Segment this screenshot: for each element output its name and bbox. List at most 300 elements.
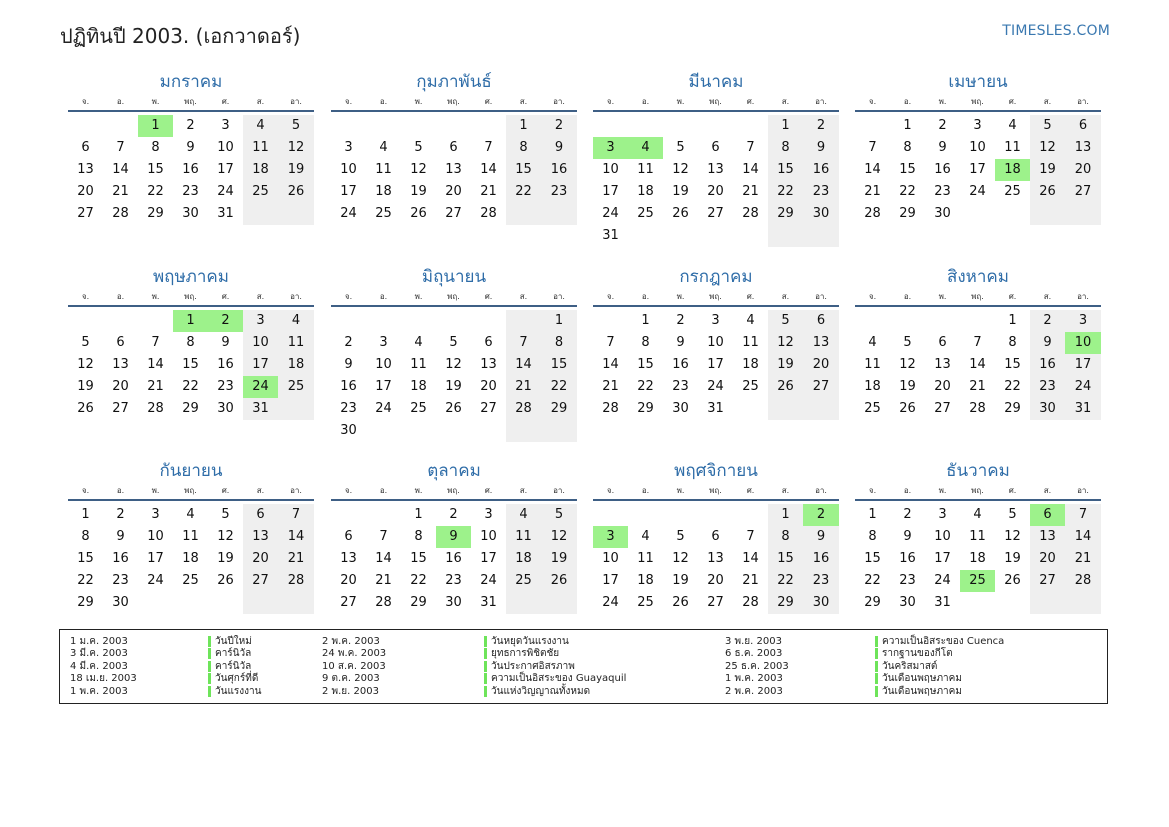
day-cell: 8 <box>1008 335 1017 350</box>
day-grid <box>855 115 1101 225</box>
holiday-day-cell: 3 <box>593 137 628 159</box>
legend-entry <box>70 673 261 685</box>
legend-entry <box>322 686 626 698</box>
day-cell: 24 <box>375 401 392 416</box>
day-cell: 12 <box>672 162 689 177</box>
day-cell: 31 <box>243 398 278 420</box>
day-cell: 15 <box>541 354 577 376</box>
day-cell: 18 <box>410 379 427 394</box>
day-cell: 18 <box>637 573 654 588</box>
day-cell: 17 <box>243 354 278 376</box>
day-cell: 27 <box>1030 570 1065 592</box>
weekday-label: พ. <box>676 292 685 301</box>
day-cell: 2 <box>676 313 685 328</box>
day-cell: 12 <box>77 357 94 372</box>
day-cell: 10 <box>147 529 164 544</box>
day-cell: 5 <box>903 335 912 350</box>
weekday-header <box>68 291 314 307</box>
day-cell: 10 <box>243 332 278 354</box>
day-cell: 27 <box>803 376 839 398</box>
day-cell: 30 <box>934 206 951 221</box>
day-cell: 16 <box>445 551 462 566</box>
day-cell: 15 <box>147 162 164 177</box>
weekday-label: อา. <box>815 292 827 301</box>
weekday-label: ส. <box>1043 97 1052 106</box>
empty-cell <box>436 115 471 137</box>
day-cell: 13 <box>803 332 839 354</box>
day-cell: 18 <box>637 184 654 199</box>
day-cell: 21 <box>864 184 881 199</box>
day-cell: 7 <box>746 140 755 155</box>
day-cell: 6 <box>711 140 720 155</box>
day-cell: 22 <box>506 181 541 203</box>
legend-date: 3 มี.ค. 2003 <box>70 648 128 660</box>
day-cell: 29 <box>541 398 577 420</box>
legend-entry <box>725 661 1004 673</box>
holiday-day-cell: 10 <box>1065 332 1101 354</box>
day-cell: 21 <box>602 379 619 394</box>
empty-cell <box>366 310 401 332</box>
day-cell: 27 <box>112 401 129 416</box>
day-cell: 20 <box>340 573 357 588</box>
day-cell: 2 <box>938 118 947 133</box>
site-brand-link[interactable]: TIMESLES.COM <box>1002 23 1110 39</box>
weekday-label: จ. <box>344 292 353 301</box>
day-cell: 9 <box>803 137 839 159</box>
day-cell: 13 <box>1030 526 1065 548</box>
weekday-label: พฤ. <box>184 97 197 106</box>
day-cell: 6 <box>116 335 125 350</box>
day-cell: 13 <box>340 551 357 566</box>
day-cell: 14 <box>480 162 497 177</box>
weekday-label: อ. <box>641 486 650 495</box>
day-cell: 11 <box>742 335 759 350</box>
day-cell: 20 <box>1065 159 1101 181</box>
day-cell: 30 <box>182 206 199 221</box>
day-cell: 17 <box>217 162 234 177</box>
day-cell: 2 <box>541 115 577 137</box>
day-cell: 8 <box>868 529 877 544</box>
day-grid <box>331 504 577 614</box>
day-cell: 16 <box>934 162 951 177</box>
day-cell: 21 <box>742 573 759 588</box>
day-cell: 1 <box>868 507 877 522</box>
day-cell: 28 <box>742 206 759 221</box>
empty-cell <box>925 310 960 332</box>
day-cell: 21 <box>147 379 164 394</box>
weekday-header <box>331 291 577 307</box>
day-cell: 25 <box>278 376 314 398</box>
weekday-label: จ. <box>868 486 877 495</box>
empty-cell <box>698 225 733 247</box>
day-cell: 7 <box>278 504 314 526</box>
day-cell: 9 <box>676 335 685 350</box>
legend-holiday-name: วันศุกร์ที่ดี <box>208 673 258 684</box>
day-grid <box>68 310 314 420</box>
day-cell: 15 <box>768 548 803 570</box>
day-cell: 7 <box>606 335 615 350</box>
day-cell: 28 <box>969 401 986 416</box>
empty-cell <box>803 225 839 247</box>
weekday-label: จ. <box>868 97 877 106</box>
day-cell: 3 <box>151 507 160 522</box>
legend-entry <box>70 686 261 698</box>
day-cell: 6 <box>938 335 947 350</box>
day-cell: 31 <box>1065 398 1101 420</box>
month-block <box>855 70 1101 225</box>
day-cell: 19 <box>77 379 94 394</box>
weekday-label: อา. <box>290 97 302 106</box>
day-cell: 19 <box>672 184 689 199</box>
weekday-label: อา. <box>553 97 565 106</box>
day-cell: 4 <box>973 507 982 522</box>
legend-date: 1 พ.ค. 2003 <box>70 685 128 697</box>
weekday-label: พฤ. <box>447 486 460 495</box>
day-cell: 11 <box>1004 140 1021 155</box>
day-cell: 18 <box>864 379 881 394</box>
day-cell: 9 <box>903 529 912 544</box>
day-cell: 30 <box>803 592 839 614</box>
weekday-label: ศ. <box>1008 486 1017 495</box>
day-cell: 15 <box>768 159 803 181</box>
day-cell: 17 <box>375 379 392 394</box>
weekday-label: พ. <box>151 97 160 106</box>
day-cell: 23 <box>182 184 199 199</box>
day-cell: 15 <box>506 159 541 181</box>
day-cell: 3 <box>711 313 720 328</box>
empty-cell <box>208 592 243 614</box>
empty-cell <box>401 115 436 137</box>
day-cell: 10 <box>934 529 951 544</box>
day-cell: 4 <box>641 529 650 544</box>
day-grid <box>331 310 577 442</box>
day-cell: 2 <box>803 115 839 137</box>
day-cell: 12 <box>1004 529 1021 544</box>
weekday-label: ศ. <box>746 486 755 495</box>
day-cell: 7 <box>484 140 493 155</box>
day-cell: 9 <box>344 357 353 372</box>
empty-cell <box>733 115 768 137</box>
day-cell: 28 <box>278 570 314 592</box>
day-cell: 13 <box>243 526 278 548</box>
legend-entry <box>322 661 626 673</box>
day-grid <box>331 115 577 225</box>
day-cell: 27 <box>707 206 724 221</box>
weekday-label: พ. <box>938 292 947 301</box>
day-cell: 10 <box>480 529 497 544</box>
day-cell: 10 <box>707 335 724 350</box>
weekday-label: พ. <box>938 97 947 106</box>
day-cell: 19 <box>899 379 916 394</box>
legend-date: 6 ธ.ค. 2003 <box>725 648 783 660</box>
legend-entry <box>725 648 1004 660</box>
day-cell: 20 <box>112 379 129 394</box>
day-cell: 12 <box>672 551 689 566</box>
legend-entry <box>70 648 261 660</box>
day-cell: 25 <box>742 379 759 394</box>
weekday-label: อา. <box>290 292 302 301</box>
month-block <box>593 70 839 247</box>
day-cell: 12 <box>1030 137 1065 159</box>
day-cell: 22 <box>147 184 164 199</box>
month-name: ธันวาคม <box>946 461 1010 481</box>
legend-date: 24 พ.ค. 2003 <box>322 648 387 660</box>
weekday-header <box>593 485 839 501</box>
day-cell: 25 <box>182 573 199 588</box>
weekday-label: อา. <box>553 292 565 301</box>
day-cell: 4 <box>414 335 423 350</box>
day-cell: 19 <box>1004 551 1021 566</box>
empty-cell <box>541 592 577 614</box>
weekday-label: ศ. <box>746 292 755 301</box>
day-cell: 13 <box>77 162 94 177</box>
month-block <box>68 70 314 225</box>
weekday-header <box>855 291 1101 307</box>
day-cell: 16 <box>112 551 129 566</box>
weekday-label: จ. <box>606 97 615 106</box>
day-cell: 3 <box>243 310 278 332</box>
day-grid <box>593 115 839 247</box>
weekday-label: พ. <box>414 292 423 301</box>
day-cell: 9 <box>116 529 125 544</box>
legend-entry <box>322 673 626 685</box>
empty-cell <box>628 225 663 247</box>
empty-cell <box>366 504 401 526</box>
weekday-label: ส. <box>519 486 528 495</box>
day-cell: 1 <box>768 504 803 526</box>
day-cell: 19 <box>217 551 234 566</box>
day-cell: 23 <box>1030 376 1065 398</box>
empty-cell <box>855 310 890 332</box>
legend-holiday-name: วันประกาศอิสรภาพ <box>484 661 575 672</box>
day-cell: 27 <box>1065 181 1101 203</box>
weekday-label: ศ. <box>484 486 493 495</box>
day-cell: 13 <box>934 357 951 372</box>
day-cell: 9 <box>1030 332 1065 354</box>
empty-cell <box>506 203 541 225</box>
day-cell: 22 <box>768 570 803 592</box>
day-cell: 26 <box>899 401 916 416</box>
empty-cell <box>366 115 401 137</box>
month-block <box>68 265 314 420</box>
weekday-label: ส. <box>781 486 790 495</box>
legend-date: 2 พ.ค. 2003 <box>322 636 380 647</box>
day-cell: 25 <box>1004 184 1021 199</box>
day-cell: 11 <box>864 357 881 372</box>
empty-cell <box>103 115 138 137</box>
day-cell: 3 <box>1065 310 1101 332</box>
day-cell: 3 <box>379 335 388 350</box>
weekday-label: พ. <box>676 486 685 495</box>
day-grid <box>855 504 1101 614</box>
day-cell: 3 <box>973 118 982 133</box>
empty-cell <box>138 310 173 332</box>
day-cell: 28 <box>147 401 164 416</box>
legend-date: 4 มี.ค. 2003 <box>70 660 128 672</box>
empty-cell <box>401 420 436 442</box>
empty-cell <box>768 398 803 420</box>
day-cell: 19 <box>672 573 689 588</box>
day-cell: 12 <box>445 357 462 372</box>
day-cell: 10 <box>375 357 392 372</box>
day-cell: 27 <box>243 570 278 592</box>
day-cell: 28 <box>112 206 129 221</box>
day-cell: 20 <box>707 573 724 588</box>
day-cell: 2 <box>1030 310 1065 332</box>
weekday-label: พ. <box>151 292 160 301</box>
day-cell: 12 <box>217 529 234 544</box>
month-name: กันยายน <box>159 461 223 481</box>
day-cell: 6 <box>1065 115 1101 137</box>
day-cell: 14 <box>506 354 541 376</box>
day-cell: 21 <box>375 573 392 588</box>
empty-cell <box>995 592 1030 614</box>
legend-date: 1 ม.ค. 2003 <box>70 636 128 647</box>
day-cell: 23 <box>112 573 129 588</box>
day-cell: 23 <box>217 379 234 394</box>
day-cell: 14 <box>1065 526 1101 548</box>
empty-cell <box>663 225 698 247</box>
weekday-label: อ. <box>379 486 388 495</box>
day-cell: 27 <box>340 595 357 610</box>
day-cell: 8 <box>903 140 912 155</box>
day-cell: 26 <box>672 595 689 610</box>
day-cell: 29 <box>768 592 803 614</box>
empty-cell <box>1065 203 1101 225</box>
day-cell: 26 <box>410 206 427 221</box>
day-cell: 18 <box>182 551 199 566</box>
weekday-label: จ. <box>344 486 353 495</box>
month-block <box>593 265 839 420</box>
month-name: กรกฎาคม <box>679 267 753 287</box>
day-cell: 16 <box>340 379 357 394</box>
legend-column-2 <box>322 636 626 698</box>
empty-cell <box>768 225 803 247</box>
day-cell: 20 <box>243 548 278 570</box>
holiday-day-cell: 2 <box>803 504 839 526</box>
day-cell: 8 <box>768 137 803 159</box>
day-cell: 19 <box>1030 159 1065 181</box>
day-cell: 12 <box>410 162 427 177</box>
day-cell: 22 <box>541 376 577 398</box>
weekday-label: อ. <box>379 97 388 106</box>
weekday-label: พฤ. <box>709 292 722 301</box>
weekday-header <box>331 96 577 112</box>
day-cell: 24 <box>1065 376 1101 398</box>
holiday-legend <box>59 629 1108 704</box>
day-cell: 28 <box>1065 570 1101 592</box>
weekday-label: จ. <box>81 97 90 106</box>
legend-entry <box>322 648 626 660</box>
day-grid <box>593 310 839 420</box>
day-cell: 17 <box>340 184 357 199</box>
day-cell: 4 <box>278 310 314 332</box>
weekday-label: พ. <box>676 97 685 106</box>
weekday-label: จ. <box>606 486 615 495</box>
empty-cell <box>243 592 278 614</box>
day-cell: 21 <box>112 184 129 199</box>
day-cell: 5 <box>676 140 685 155</box>
day-cell: 5 <box>541 504 577 526</box>
weekday-header <box>68 96 314 112</box>
legend-holiday-name: วันเดือนพฤษภาคม <box>875 686 962 697</box>
day-cell: 16 <box>899 551 916 566</box>
legend-date: 2 พ.ค. 2003 <box>725 685 783 697</box>
day-cell: 5 <box>768 310 803 332</box>
weekday-label: ส. <box>256 97 265 106</box>
legend-date: 25 ธ.ค. 2003 <box>725 660 789 672</box>
day-cell: 2 <box>344 335 353 350</box>
month-block <box>855 265 1101 420</box>
day-cell: 4 <box>868 335 877 350</box>
empty-cell <box>278 398 314 420</box>
day-cell: 30 <box>112 595 129 610</box>
day-cell: 11 <box>278 332 314 354</box>
day-cell: 25 <box>637 595 654 610</box>
legend-date: 3 พ.ย. 2003 <box>725 636 782 647</box>
day-cell: 9 <box>221 335 230 350</box>
day-cell: 29 <box>147 206 164 221</box>
day-cell: 15 <box>1004 357 1021 372</box>
weekday-label: พฤ. <box>184 486 197 495</box>
day-cell: 8 <box>186 335 195 350</box>
day-cell: 4 <box>243 115 278 137</box>
day-cell: 1 <box>414 507 423 522</box>
day-cell: 14 <box>864 162 881 177</box>
day-cell: 31 <box>602 228 619 243</box>
day-cell: 11 <box>969 529 986 544</box>
day-cell: 3 <box>938 507 947 522</box>
day-cell: 5 <box>449 335 458 350</box>
empty-cell <box>960 592 995 614</box>
day-grid <box>68 504 314 614</box>
day-cell: 22 <box>899 184 916 199</box>
day-cell: 6 <box>449 140 458 155</box>
day-cell: 22 <box>864 573 881 588</box>
day-cell: 15 <box>77 551 94 566</box>
legend-entry <box>725 686 1004 698</box>
day-cell: 18 <box>375 184 392 199</box>
day-cell: 17 <box>1065 354 1101 376</box>
day-cell: 20 <box>803 354 839 376</box>
day-cell: 26 <box>1004 573 1021 588</box>
legend-date: 9 ต.ค. 2003 <box>322 673 380 685</box>
empty-cell <box>593 504 628 526</box>
weekday-label: ส. <box>781 292 790 301</box>
weekday-label: อ. <box>903 97 912 106</box>
day-cell: 18 <box>742 357 759 372</box>
day-cell: 20 <box>934 379 951 394</box>
day-cell: 24 <box>340 206 357 221</box>
empty-cell <box>733 398 768 420</box>
day-cell: 16 <box>217 357 234 372</box>
weekday-label: อ. <box>641 292 650 301</box>
day-cell: 9 <box>938 140 947 155</box>
day-cell: 27 <box>480 401 497 416</box>
day-cell: 7 <box>379 529 388 544</box>
month-block <box>855 459 1101 614</box>
day-cell: 25 <box>637 206 654 221</box>
empty-cell <box>663 115 698 137</box>
weekday-label: พฤ. <box>709 97 722 106</box>
day-cell: 26 <box>768 376 803 398</box>
empty-cell <box>541 420 577 442</box>
empty-cell <box>243 203 278 225</box>
day-cell: 30 <box>899 595 916 610</box>
day-cell: 26 <box>541 570 577 592</box>
legend-date: 10 ส.ค. 2003 <box>322 660 386 672</box>
day-cell: 29 <box>77 595 94 610</box>
